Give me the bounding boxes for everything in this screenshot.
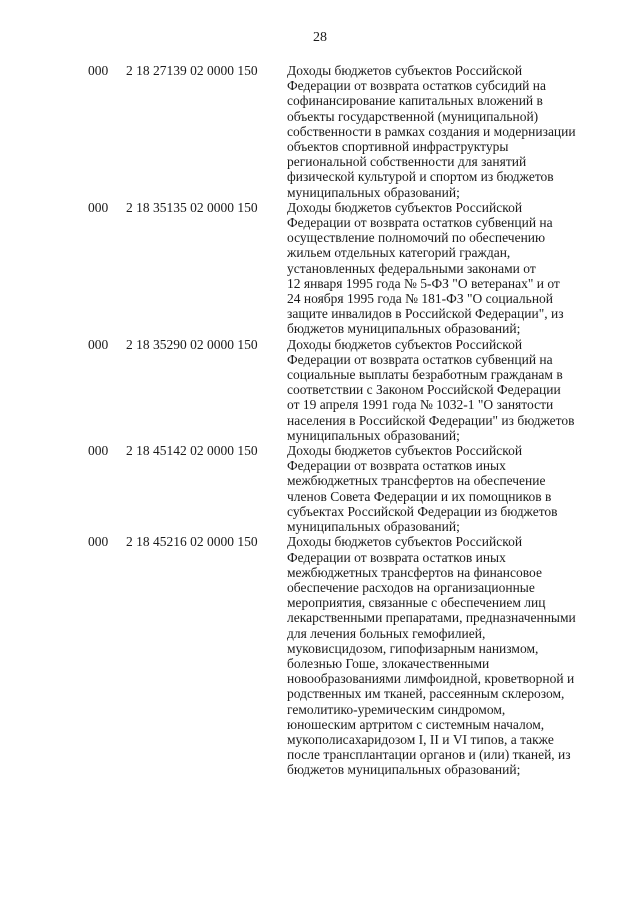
budget-code-cell: 2 18 35135 02 0000 150 xyxy=(126,199,258,215)
income-name-cell: Доходы бюджетов субъектов Российской Федерации от возврата остатков субвенций на осуществление полномочий по обеспечению жильем отдельных категорий граждан, установленных федеральными законами от 12 января 1995 года № 5-ФЗ "О ветеранах" и от 24 ноября 1995 года № 181-ФЗ "О социальной защите инвалидов в Российской Федерации", из бюджетов муниципальных образований; xyxy=(287,199,564,337)
table-row xyxy=(0,200,640,337)
income-name-cell: Доходы бюджетов субъектов Российской Федерации от возврата остатков субвенций на социальные выплаты безработным гражданам в соответствии с Законом Российской Федерации от 19 апреля 1991 года № 1032-1 "О занятости населения в Российской Федерации" из бюджетов муниципальных образований; xyxy=(287,336,575,443)
table-row xyxy=(0,337,640,443)
budget-code-cell: 2 18 45142 02 0000 150 xyxy=(126,443,258,459)
admin-code-cell: 000 xyxy=(88,199,109,215)
income-name-cell: Доходы бюджетов субъектов Российской Федерации от возврата остатков иных межбюджетных трансфертов на обеспечение членов Совета Федерации и их помощников в субъектах Российской Федерации из бюджетов муниципальных образований; xyxy=(287,443,558,535)
page-number: 28 xyxy=(313,30,327,45)
budget-code-cell: 2 18 35290 02 0000 150 xyxy=(126,336,258,352)
budget-code-cell: 2 18 27139 02 0000 150 xyxy=(126,63,258,78)
admin-code-cell: 000 xyxy=(88,63,109,78)
income-name-cell: Доходы бюджетов субъектов Российской Федерации от возврата остатков иных межбюджетных трансфертов на финансовое обеспечение расходов на организационные мероприятия, связанные с обеспечением лиц лекарственными препаратами, предназначенными для лечения больных гемофилией, муковисцидозом, гипофизарным нанизмом, болезнью Гоше, злокачественными новообразованиями лимфоидной, кроветворной и родственных им тканей, рассеянным склерозом, гемолитико-уремическим синдромом, юношеским артритом с системным началом, мукополисахаридозом I, II и VI типов, а также после трансплантации органов и (или) тканей, из бюджетов муниципальных образований; xyxy=(287,534,576,778)
admin-code-cell: 000 xyxy=(88,443,109,459)
table-row xyxy=(0,63,640,200)
admin-code-cell: 000 xyxy=(88,336,109,352)
table-row xyxy=(0,443,640,534)
income-name-cell: Доходы бюджетов субъектов Российской Федерации от возврата остатков субсидий на софинансирование капитальных вложений в объекты государственной (муниципальной) собственности в рамках создания и модернизации объектов спортивной инфраструктуры региональной собственности для занятий физической культурой и спортом из бюджетов муниципальных образований; xyxy=(287,63,576,200)
budget-code-cell: 2 18 45216 02 0000 150 xyxy=(126,534,258,550)
table-row xyxy=(0,534,640,777)
income-codes-table xyxy=(0,63,640,778)
admin-code-cell: 000 xyxy=(88,534,109,550)
